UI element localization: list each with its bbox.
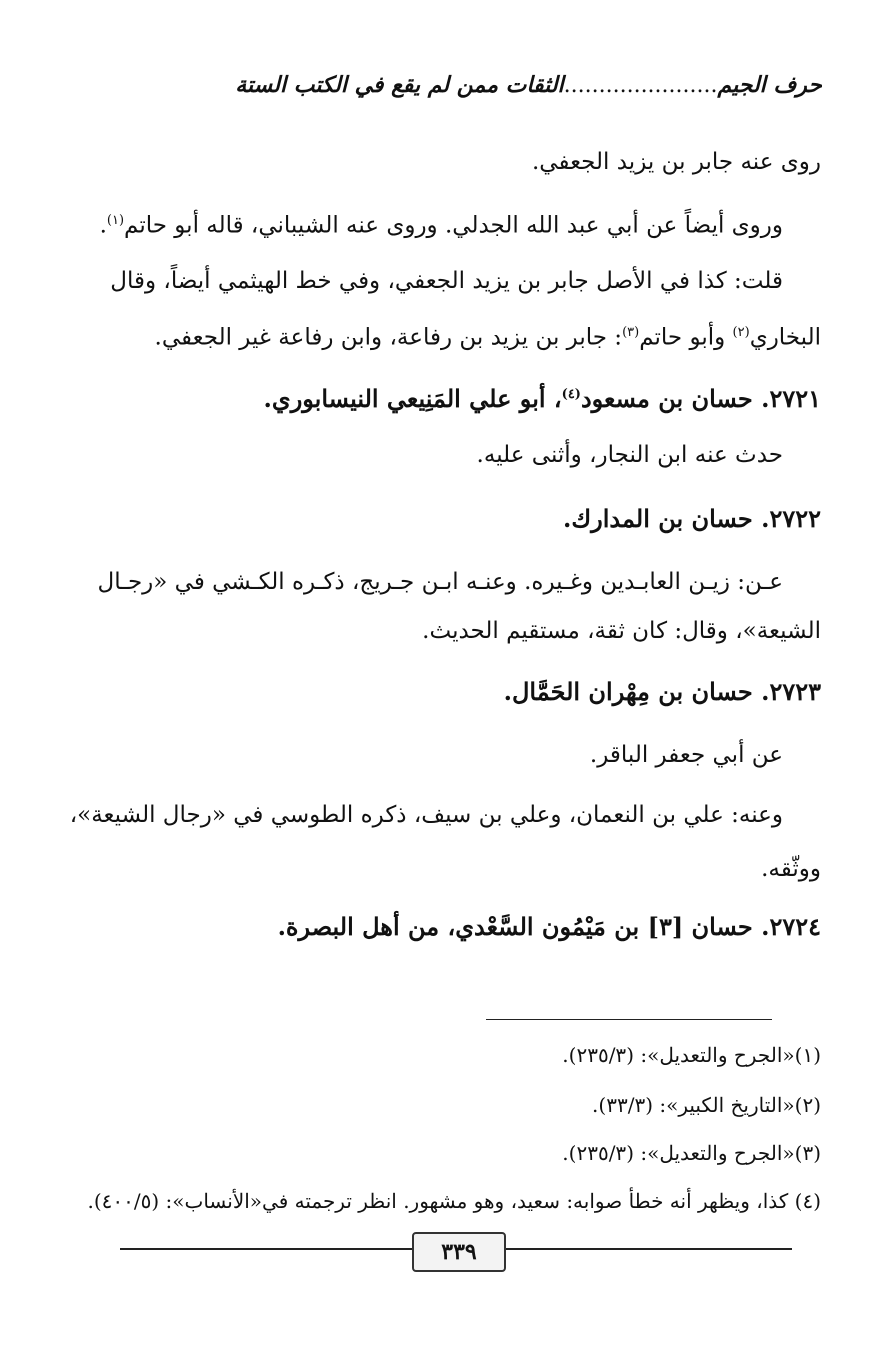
body-text: البخاري — [749, 324, 821, 351]
footnote-marker: (٤) — [561, 387, 581, 402]
footnote: (٢)«التاريخ الكبير»: (٣٣/٣). — [592, 1093, 821, 1117]
entry-heading — [264, 378, 821, 416]
entry-heading: ٢٧٢٤. حسان [٣] بن مَيْمُون السَّعْدي، من أهل البصرة. — [277, 912, 821, 941]
page-number: ٣٣٩ — [412, 1232, 506, 1272]
entry-heading: ٢٧٢٢. حسان بن المدارك. — [563, 504, 821, 533]
bottom-rule — [120, 1248, 414, 1250]
body-line: روى عنه جابر بن يزيد الجعفي. — [531, 149, 821, 175]
body-line: وروى أيضاً عن أبي عبد الله الجدلي. وروى عنه الشيباني، قاله أبو حاتم$^{(١)}$. — [99, 212, 783, 239]
footnote: (١)«الجرح والتعديل»: (٢٣٥/٣). — [562, 1043, 821, 1067]
body-line: قلت: كذا في الأصل جابر بن يزيد الجعفي، وفي خط الهيثمي أيضاً، وقال — [110, 268, 783, 294]
body-line: حدث عنه ابن النجار، وأثنى عليه. — [476, 442, 783, 468]
header-section: حرف الجيم — [717, 72, 822, 98]
footnote: (٣)«الجرح والتعديل»: (٢٣٥/٣). — [562, 1141, 821, 1165]
body-line: عـن: زيـن العابـدين وغـيره. وعنـه ابـن جـريج، ذكـره الكـشي في «رجـال — [97, 569, 783, 595]
header-book-title: الثقات ممن لم يقع في الكتب الستة — [235, 72, 564, 98]
entry-title: ٢٧٢١. حسان بن مسعود — [580, 384, 821, 413]
body-line — [155, 316, 821, 355]
footnote-marker: (١) — [106, 213, 125, 228]
body-text: : جابر بن يزيد بن رفاعة، وابن رفاعة غير الجعفي. — [154, 324, 623, 351]
body-line: الشيعة»، وقال: كان ثقة، مستقيم الحديث. — [422, 618, 821, 644]
running-header — [120, 72, 822, 112]
footnote: (٤) كذا، ويظهر أنه خطأ صوابه: سعيد، وهو مشهور. انظر ترجمته في«الأنساب»: (٤٠٠/٥). — [87, 1189, 821, 1213]
footnote-divider — [486, 1019, 772, 1020]
body-line: عن أبي جعفر الباقر. — [589, 742, 783, 768]
footnote-marker: (٣) — [622, 325, 640, 340]
header-dots: ...................... — [563, 73, 718, 98]
body-text: وروى أيضاً عن أبي عبد الله الجدلي. وروى عنه الشيباني، قاله أبو حاتم — [124, 212, 783, 239]
bottom-rule — [500, 1248, 792, 1250]
entry-title: ، أبو علي المَنِيعي النيسابوري. — [263, 384, 562, 413]
body-line: وعنه: علي بن النعمان، وعلي بن سيف، ذكره الطوسي في «رجال الشيعة»، — [69, 802, 783, 828]
body-text: وأبو حاتم — [639, 324, 726, 351]
entry-heading: ٢٧٢٣. حسان بن مِهْران الحَمَّال. — [503, 677, 821, 706]
body-line: ووثّقه. — [761, 856, 821, 882]
footnote-marker: (٢) — [732, 325, 750, 340]
